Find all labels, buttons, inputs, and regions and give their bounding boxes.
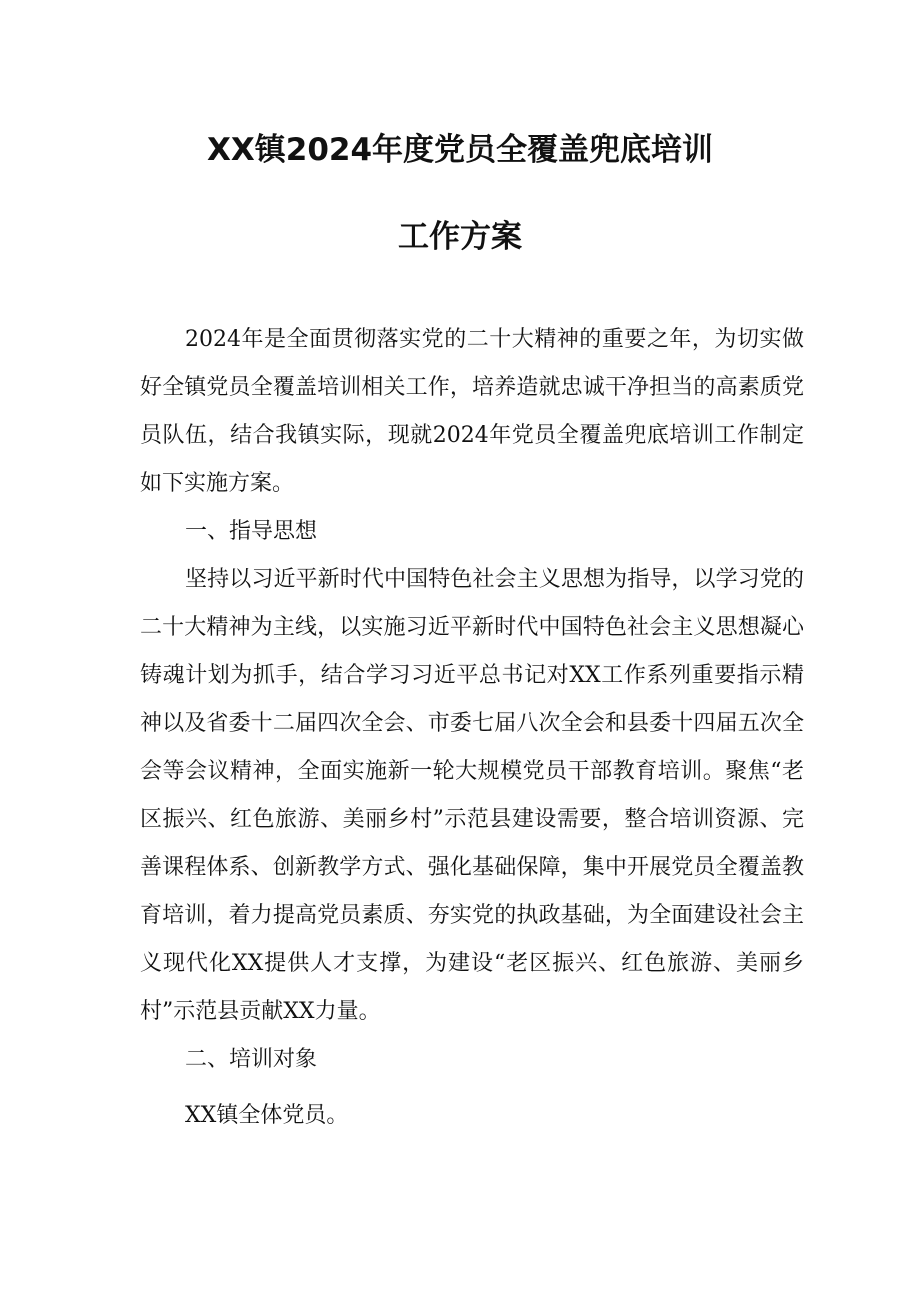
section-heading-guiding-ideology: 一、指导思想	[185, 519, 318, 544]
document-title-line-2: 工作方案	[398, 219, 522, 255]
section-heading-training-targets: 二、培训对象	[185, 1047, 318, 1072]
section-body-guiding-ideology: 坚持以习近平新时代中国特色社会主义思想为指导，以学习党的二十大精神为主线，以实施习近平新时代中国特色社会主义思想凝心铸魂计划为抓手，结合学习习近平总书记对XX工作系列重要指示精神以及省委十二届四次全会、市委七届八次全会和县委十四届五次全会等会议精神，全面实施新一轮大规模党员干部教育培训。聚焦“老区振兴、红色旅游、美丽乡村”示范县建设需要，整合培训资源、完善课程体系、创新教学方式、强化基础保障，集中开展党员全覆盖教育培训，着力提高党员素质、夯实党的执政基础，为全面建设社会主义现代化XX提供人才支撑，为建设“老区振兴、红色旅游、美丽乡村”示范县贡献XX力量。	[140, 567, 804, 1024]
section-body-training-targets: XX镇全体党员。	[185, 1103, 349, 1128]
intro-paragraph: 2024年是全面贯彻落实党的二十大精神的重要之年，为切实做好全镇党员全覆盖培训相关工作，培养造就忠诚干净担当的高素质党员队伍，结合我镇实际，现就2024年党员全覆盖兜底培训工作制定如下实施方案。	[140, 327, 804, 496]
document-title-line-1: XX镇2024年度党员全覆盖兜底培训	[206, 132, 714, 168]
